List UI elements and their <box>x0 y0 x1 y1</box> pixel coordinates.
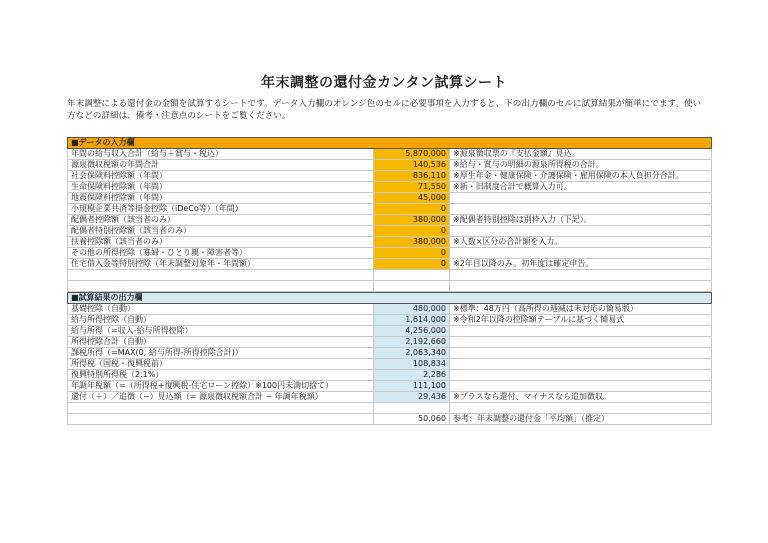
input-cell[interactable]: 0 <box>374 248 450 259</box>
output-header-row <box>68 293 712 304</box>
row-note <box>450 381 712 392</box>
spacer-row <box>68 403 712 414</box>
input-row <box>68 204 712 215</box>
input-cell[interactable]: 5,870,000 <box>374 149 450 160</box>
output-row <box>68 304 712 315</box>
row-note: ※新・旧制度合計で概算入力可。 <box>450 182 712 193</box>
input-cell[interactable]: 0 <box>374 226 450 237</box>
row-label: 扶養控除額（該当者のみ） <box>68 237 374 248</box>
row-label: 復興特別所得税（2.1%） <box>68 370 374 381</box>
input-cell[interactable]: 380,000 <box>374 237 450 248</box>
row-note <box>450 204 712 215</box>
input-row <box>68 237 712 248</box>
row-note: ※2年目以降のみ。初年度は確定申告。 <box>450 259 712 270</box>
row-label: 配偶者特別控除額（該当者のみ） <box>68 226 374 237</box>
row-note: ※配偶者特別控除は別枠入力（下記）。 <box>450 215 712 226</box>
input-table <box>67 137 712 292</box>
output-cell: 1,614,000 <box>374 315 450 326</box>
row-note <box>450 326 712 337</box>
row-label: 年調年税額（=（所得税+復興税-住宅ローン控除）※100円未満切捨て） <box>68 381 374 392</box>
row-note <box>450 193 712 204</box>
input-row <box>68 160 712 171</box>
output-cell: 2,063,340 <box>374 348 450 359</box>
row-note: ※標準：48万円（高所得の逓減は未対応の簡易版） <box>450 304 712 315</box>
output-row <box>68 315 712 326</box>
row-note <box>450 337 712 348</box>
output-row <box>68 381 712 392</box>
output-cell: 4,256,000 <box>374 326 450 337</box>
row-label: 源泉徴収税額の年間合計 <box>68 160 374 171</box>
sheet-title: 年末調整の還付金カンタン試算シート <box>261 75 507 91</box>
row-label: 課税所得（=MAX(0, 給与所得-所得控除合計)） <box>68 348 374 359</box>
row-note <box>450 226 712 237</box>
row-note: ※源泉徴収票の『支払金額』見込。 <box>450 149 712 160</box>
row-label: 年間の給与収入合計（給与＋賞与・税込） <box>68 149 374 160</box>
input-row <box>68 259 712 270</box>
output-cell: 2,192,660 <box>374 337 450 348</box>
output-row <box>68 326 712 337</box>
output-cell: 108,834 <box>374 359 450 370</box>
reference-note: 参考：年末調整の還付金「平均額」（推定） <box>450 414 712 425</box>
input-row <box>68 193 712 204</box>
input-cell[interactable]: 0 <box>374 204 450 215</box>
row-label: 給与所得（=収入-給与所得控除） <box>68 326 374 337</box>
output-cell: 480,000 <box>374 304 450 315</box>
row-note <box>450 348 712 359</box>
input-header-row <box>68 138 712 149</box>
row-note: ※給与・賞与の明細の源泉所得税の合計。 <box>450 160 712 171</box>
input-cell[interactable]: 836,110 <box>374 171 450 182</box>
input-row <box>68 226 712 237</box>
input-cell[interactable]: 380,000 <box>374 215 450 226</box>
output-table <box>67 292 712 425</box>
row-label: 基礎控除（自動） <box>68 304 374 315</box>
row-label: 配偶者控除額（該当者のみ） <box>68 215 374 226</box>
row-note: ※厚生年金・健康保険・介護保険・雇用保険の本人負担分合計。 <box>450 171 712 182</box>
intro-text: 年末調整による還付金の金額を試算するシートです。データ入力欄のオレンジ色のセルに必要事項を入力すると、下の出力欄のセルに試算結果が簡単にでます。使い方などの詳細は、備考・注意点のシートをご覧ください。 <box>67 99 702 121</box>
row-label: 還付（＋）／追徴（−）見込額（= 源泉徴収税額合計 − 年調年税額） <box>68 392 374 403</box>
input-cell[interactable]: 140,536 <box>374 160 450 171</box>
input-cell[interactable]: 45,000 <box>374 193 450 204</box>
output-cell: 111,100 <box>374 381 450 392</box>
input-row <box>68 215 712 226</box>
output-row <box>68 370 712 381</box>
reference-value: 50,060 <box>374 414 450 425</box>
reference-row <box>68 414 712 425</box>
input-section-header: ■データの入力欄 <box>68 138 712 149</box>
row-label: 住宅借入金等特別控除（年末調整対象年・年間額） <box>68 259 374 270</box>
output-row <box>68 348 712 359</box>
output-cell: 2,286 <box>374 370 450 381</box>
row-label: 所得控除合計（自動） <box>68 337 374 348</box>
spacer-row <box>68 281 712 292</box>
row-label: 生命保険料控除額（年間） <box>68 182 374 193</box>
spacer-row <box>68 270 712 281</box>
row-label: その他の所得控除（寡婦・ひとり親・障害者等） <box>68 248 374 259</box>
input-row <box>68 248 712 259</box>
output-row <box>68 359 712 370</box>
row-note <box>450 370 712 381</box>
row-label: 所得税（国税・復興税前） <box>68 359 374 370</box>
row-label: 地震保険料控除額（年間） <box>68 193 374 204</box>
output-cell: 29,436 <box>374 392 450 403</box>
row-note <box>450 359 712 370</box>
row-note: ※令和2年以降の控除額テーブルに基づく簡易式 <box>450 315 712 326</box>
output-section-header: ■試算結果の出力欄 <box>68 293 712 304</box>
row-note: ※プラスなら還付、マイナスなら追加徴収。 <box>450 392 712 403</box>
output-row <box>68 337 712 348</box>
row-label: 社会保険料控除額（年間） <box>68 171 374 182</box>
input-row <box>68 182 712 193</box>
row-note <box>450 248 712 259</box>
input-cell[interactable]: 0 <box>374 259 450 270</box>
output-row <box>68 392 712 403</box>
input-row <box>68 149 712 160</box>
input-row <box>68 171 712 182</box>
row-label: 給与所得控除（自動） <box>68 315 374 326</box>
row-note: ※人数×区分の合計額を入力。 <box>450 237 712 248</box>
input-cell[interactable]: 71,550 <box>374 182 450 193</box>
row-label: 小規模企業共済等掛金控除（iDeCo等）（年間） <box>68 204 374 215</box>
